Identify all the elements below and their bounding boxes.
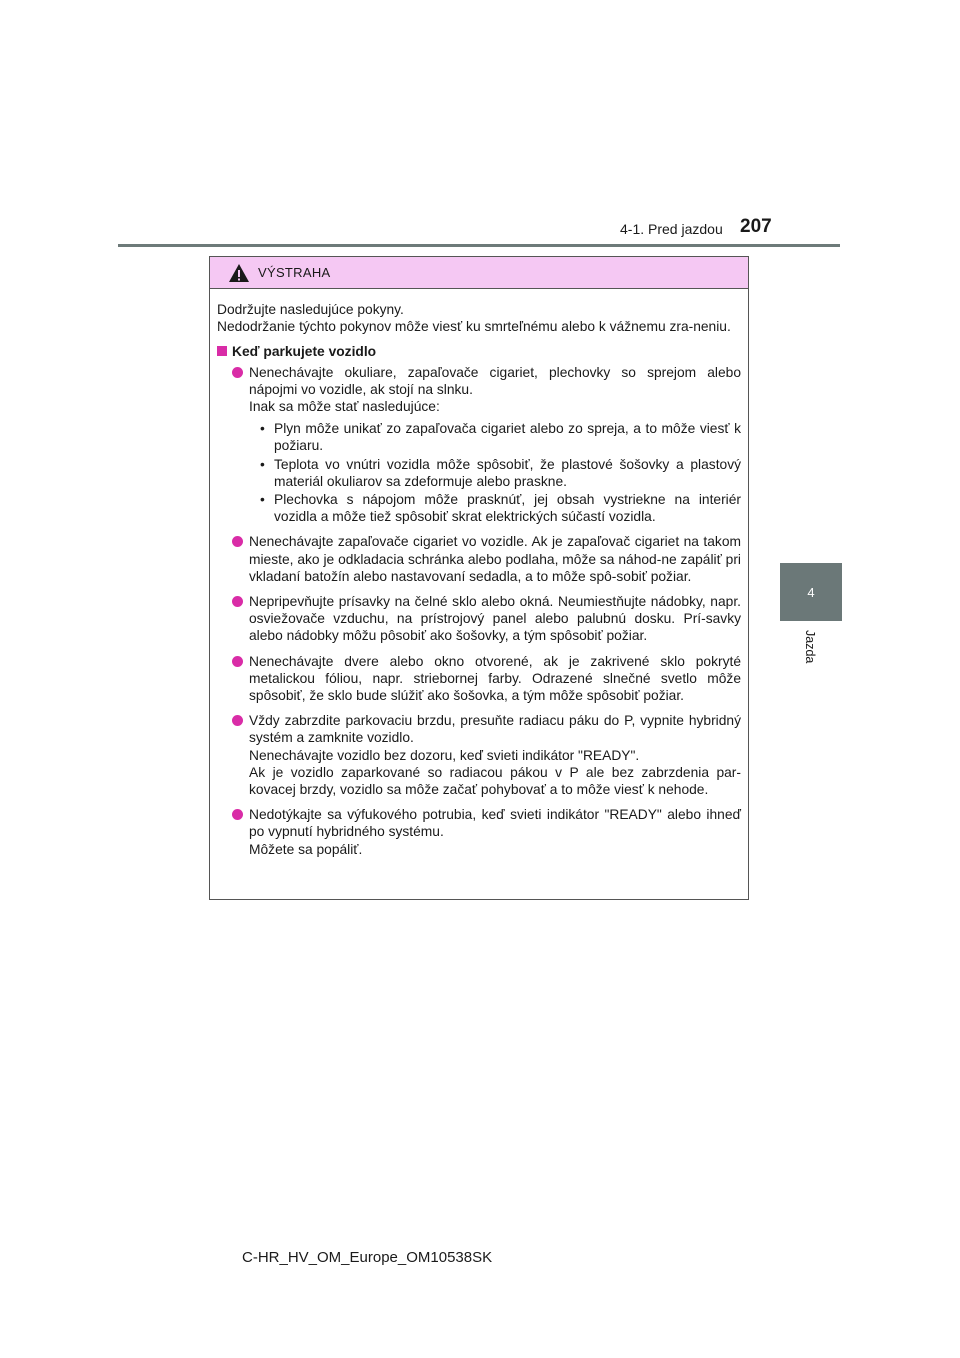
bullet-text: Nedotýkajte sa výfukového potrubia, keď svieti indikátor "READY" alebo ihneď po vypnutí hybridného systému. — [249, 807, 741, 840]
bullet-text: Nenechávajte dvere alebo okno otvorené, ak je zakrivené sklo pokryté metalickou fóliou, napr. striebornej farby. Odrazené slnečné svetlo môže spôsobiť, že sklo bude slúžiť ako šošovka, a tým môže spôsobiť požiar. — [249, 653, 741, 704]
warning-box — [209, 256, 749, 900]
sub-bullet-icon: • — [260, 456, 265, 472]
round-bullet-icon — [232, 656, 243, 667]
warning-intro — [217, 301, 741, 335]
round-bullet-icon — [232, 367, 243, 378]
bullet-extra: Ak je vozidlo zaparkované so radiacou pákou v P ale bez zabrzdenia par-kovacej brzdy, vozidlo sa môže začať pohybovať a to môže viesť k nehode. — [249, 764, 741, 798]
list-item — [232, 806, 741, 858]
header-rule — [118, 244, 840, 247]
sub-bullet-icon: • — [260, 421, 265, 437]
round-bullet-icon — [232, 715, 243, 726]
bullet-text: Nepripevňujte prísavky na čelné sklo alebo okná. Neumiestňujte nádobky, napr. osviežovače vzduchu, na prístrojový panel alebo palubnú dosku. Prí-savky alebo nádobky môžu pôsobiť ako šošovky, a tým spôsobiť požiar. — [249, 594, 741, 644]
bullet-text: Vždy zabrzdite parkovaciu brzdu, presuňte radiacu páku do P, vypnite hybridný systém a zamknite vozidlo. — [249, 713, 741, 746]
warning-header — [210, 257, 748, 289]
chapter-section-title: 4-1. Pred jazdou — [620, 221, 723, 237]
round-bullet-icon — [232, 809, 243, 820]
document-code: C-HR_HV_OM_Europe_OM10538SK — [242, 1249, 493, 1266]
sub-item-text: Plyn môže unikať zo zapaľovača cigariet alebo zo spreja, a to môže viesť k požiaru. — [274, 421, 741, 454]
section-heading — [217, 343, 741, 360]
intro-line: Dodržujte nasledujúce pokyny. — [217, 302, 404, 317]
page-number: 207 — [740, 216, 772, 237]
sub-list-item — [249, 420, 741, 454]
square-bullet-icon — [217, 346, 227, 356]
sub-bullet-icon: • — [260, 492, 265, 508]
list-item — [232, 593, 741, 645]
bullet-extra: Inak sa môže stať nasledujúce: — [249, 399, 440, 415]
list-item — [232, 533, 741, 585]
sub-item-text: Plechovka s nápojom môže prasknúť, jej obsah vystriekne na interiér vozidla a môže tiež spôsobiť skrat elektrických súčastí vozidla. — [274, 492, 741, 525]
list-item — [232, 364, 741, 526]
sub-list-item — [249, 491, 741, 525]
chapter-tab — [780, 563, 842, 621]
sub-list-item — [249, 456, 741, 490]
intro-line: Nedodržanie týchto pokynov môže viesť ku smrteľnému alebo k vážnemu zra-neniu. — [217, 319, 731, 335]
section-title: Keď parkujete vozidlo — [232, 344, 377, 360]
warning-body — [210, 289, 748, 858]
warning-title: VÝSTRAHA — [258, 265, 331, 280]
round-bullet-icon — [232, 596, 243, 607]
list-item — [232, 653, 741, 705]
chapter-tab-label: Jazda — [803, 630, 817, 664]
bullet-extra: Nenechávajte vozidlo bez dozoru, keď svieti indikátor "READY". — [249, 747, 640, 763]
round-bullet-icon — [232, 536, 243, 547]
bullet-text: Nenechávajte okuliare, zapaľovače cigariet, plechovky so sprejom alebo nápojmi vo vozidle, ak stojí na slnku. — [249, 364, 741, 397]
sub-item-text: Teplota vo vnútri vozidla môže spôsobiť, že plastové šošovky a plastový materiál okuliarov sa zdeformuje alebo praskne. — [274, 456, 741, 489]
bullet-extra: Môžete sa popáliť. — [249, 841, 363, 857]
warning-triangle-icon — [228, 263, 250, 283]
list-item — [232, 712, 741, 798]
chapter-tab-number: 4 — [807, 584, 815, 600]
bullet-text: Nenechávajte zapaľovače cigariet vo vozidle. Ak je zapaľovač cigariet na takom mieste, ako je odkladacia schránka alebo podlaha, môže sa náhod-ne zapáliť pri vkladaní batožín alebo nastavovaní sedadla, a to môže spô-sobiť požiar. — [249, 534, 741, 584]
